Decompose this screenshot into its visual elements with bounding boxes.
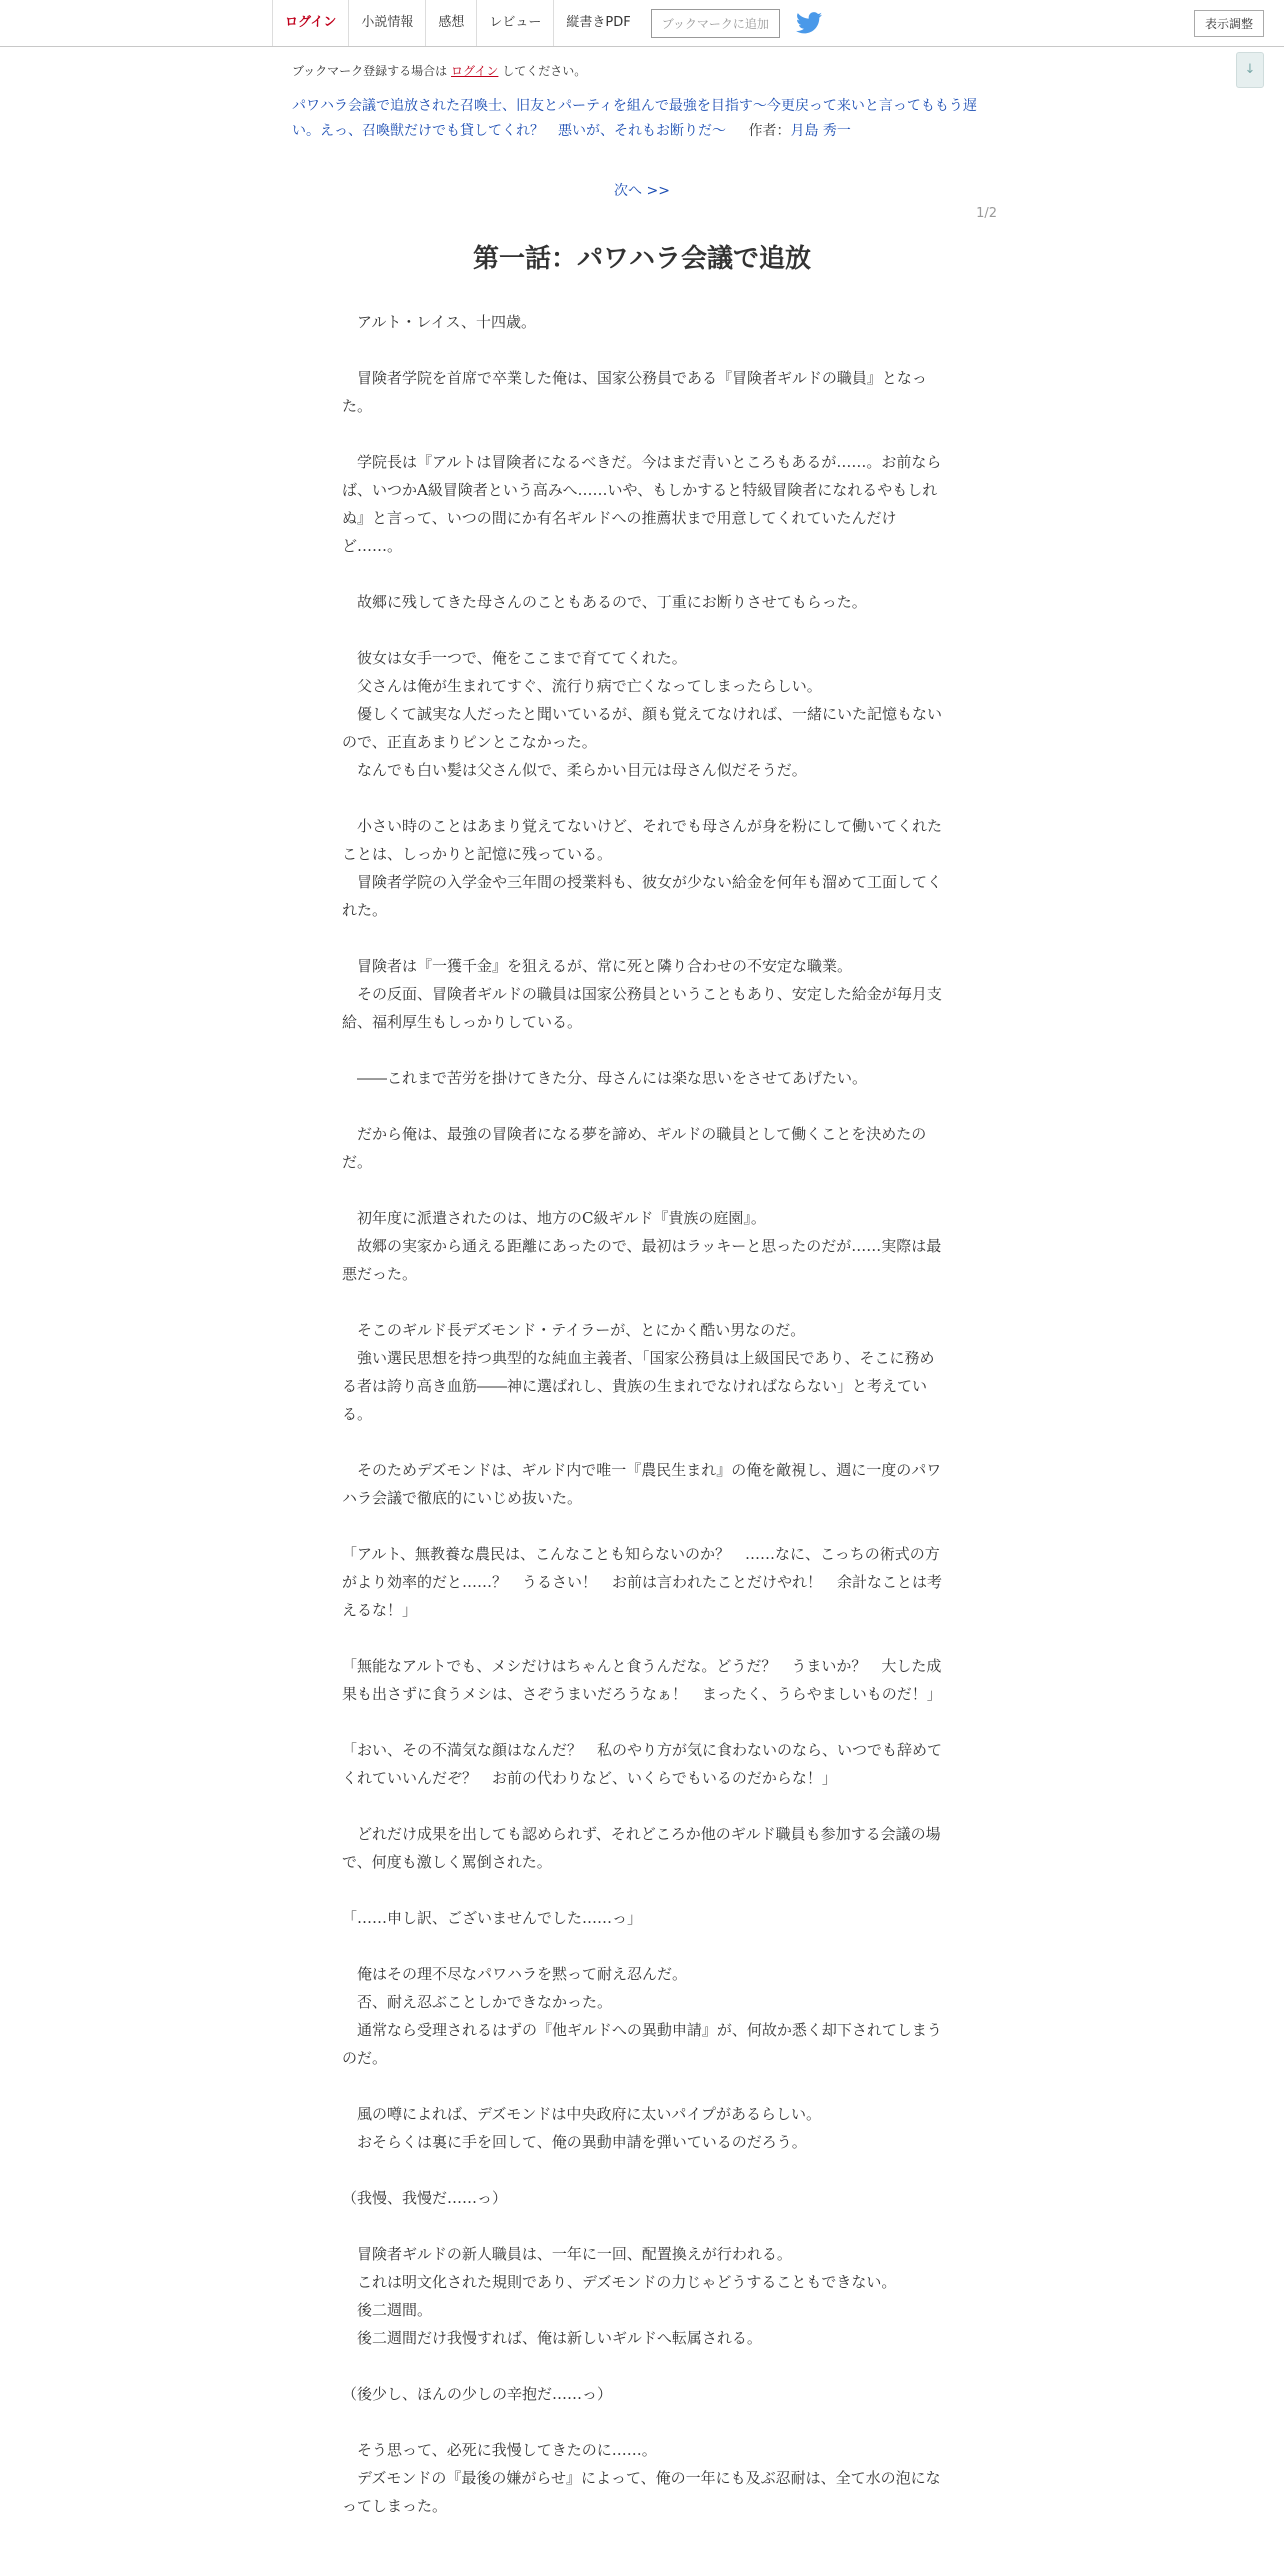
twitter-icon[interactable] — [796, 12, 822, 34]
body-paragraph: 俺はその理不尽なパワハラを黙って耐え忍んだ。 — [342, 1965, 688, 1983]
blank-line — [342, 1792, 942, 1820]
blank-line — [342, 420, 942, 448]
body-paragraph: これは明文化された規則であり、デズモンドの力じゃどうすることもできない。 — [342, 2273, 897, 2291]
blank-line — [342, 1624, 942, 1652]
nav-vertical-pdf[interactable]: 縦書きPDF — [553, 0, 642, 46]
blank-line — [342, 1036, 942, 1064]
body-paragraph: 後二週間だけ我慢すれば、俺は新しいギルドへ転属される。 — [342, 2329, 762, 2347]
body-paragraph: どれだけ成果を出しても認められず、それどころか他のギルド職員も参加する会議の場で、何度も激しく罵倒された。 — [342, 1825, 941, 1871]
body-paragraph: 小さい時のことはあまり覚えてないけど、それでも母さんが身を粉にして働いてくれたことは、しっかりと記憶に残っている。 — [342, 817, 943, 863]
body-paragraph: （我慢、我慢だ……っ） — [342, 2189, 508, 2207]
body-paragraph: 故郷の実家から通える距離にあったので、最初はラッキーと思ったのだが……実際は最悪だった。 — [342, 1237, 942, 1283]
body-paragraph: 「おい、その不満気な顔はなんだ？ 私のやり方が気に食わないのなら、いつでも辞めてくれていいんだぞ？ お前の代わりなど、いくらでもいるのだからな！」 — [342, 1741, 943, 1787]
blank-line — [342, 1176, 942, 1204]
blank-line — [342, 336, 942, 364]
body-paragraph: 優しくて誠実な人だったと聞いているが、顔も覚えてなければ、一緒にいた記憶もないので、正直あまりピンとこなかった。 — [342, 705, 943, 751]
body-paragraph: 風の噂によれば、デズモンドは中央政府に太いパイプがあるらしい。 — [342, 2105, 821, 2123]
nav-novel-info[interactable]: 小説情報 — [348, 0, 425, 46]
page-number: 1/2 — [976, 206, 997, 221]
notice-text-before: ブックマーク登録する場合は — [292, 64, 448, 78]
body-paragraph: アルト・レイス、十四歳。 — [342, 313, 536, 331]
blank-line — [342, 2212, 942, 2240]
body-paragraph: 冒険者は『一獲千金』を狙えるが、常に死と隣り合わせの不安定な職業。 — [342, 957, 853, 975]
notice-login-link[interactable]: ログイン — [451, 64, 499, 78]
next-page-nav — [0, 180, 1284, 200]
body-paragraph: 「無能なアルトでも、メシだけはちゃんと食うんだな。どうだ？ うまいか？ 大した成果も出さずに食うメシは、さぞうまいだろうなぁ！ まったく、うらやましいものだ！」 — [342, 1657, 942, 1703]
blank-line — [342, 1428, 942, 1456]
bookmark-login-notice — [292, 62, 586, 79]
body-paragraph: ――これまで苦労を掛けてきた分、母さんには楽な思いをさせてあげたい。 — [342, 1069, 868, 1087]
blank-line — [342, 1288, 942, 1316]
body-paragraph: 初年度に派遣されたのは、地方のC級ギルド『貴族の庭園』。 — [342, 1209, 766, 1227]
notice-text-after: してください。 — [502, 64, 587, 78]
top-nav — [272, 0, 822, 46]
novel-body — [342, 308, 942, 2520]
blank-line — [342, 560, 942, 588]
body-paragraph: （後少し、ほんの少しの辛抱だ……っ） — [342, 2385, 613, 2403]
next-page-link[interactable]: 次へ >> — [614, 183, 670, 199]
series-title-link[interactable]: パワハラ会議で追放された召喚士、旧友とパーティを組んで最強を目指す～今更戻って来いと言ってももう遅い。えっ、召喚獣だけでも貸してくれ？ 悪いが、それもお断りだ～ — [292, 98, 977, 139]
body-paragraph: 否、耐え忍ぶことしかできなかった。 — [342, 1993, 613, 2011]
body-paragraph: なんでも白い髪は父さん似で、柔らかい目元は母さん似だそうだ。 — [342, 761, 807, 779]
blank-line — [342, 1092, 942, 1120]
nav-impressions[interactable]: 感想 — [425, 0, 476, 46]
series-info — [292, 94, 992, 144]
body-paragraph: 冒険者学院を首席で卒業した俺は、国家公務員である『冒険者ギルドの職員』となった。 — [342, 369, 927, 415]
body-paragraph: 冒険者学院の入学金や三年間の授業料も、彼女が少ない給金を何年も溜めて工面してくれた。 — [342, 873, 943, 919]
body-paragraph: 後二週間。 — [342, 2301, 433, 2319]
blank-line — [342, 2072, 942, 2100]
blank-line — [342, 1708, 942, 1736]
body-paragraph: 冒険者ギルドの新人職員は、一年に一回、配置換えが行われる。 — [342, 2245, 792, 2263]
body-paragraph: おそらくは裏に手を回して、俺の異動申請を弾いているのだろう。 — [342, 2133, 807, 2151]
add-bookmark-button[interactable]: ブックマークに追加 — [651, 9, 780, 38]
blank-line — [342, 2156, 942, 2184]
blank-line — [342, 1512, 942, 1540]
nav-review[interactable]: レビュー — [476, 0, 553, 46]
author-label: 作者： — [748, 123, 791, 139]
top-header — [0, 0, 1284, 47]
body-paragraph: デズモンドの『最後の嫌がらせ』によって、俺の一年にも及ぶ忍耐は、全て水の泡になってしまった。 — [342, 2469, 941, 2515]
body-paragraph: 「……申し訳、ございませんでした……っ」 — [342, 1909, 643, 1927]
body-paragraph: 学院長は『アルトは冒険者になるべきだ。今はまだ青いところもあるが……。お前ならば、いつかA級冒険者という高みへ……いや、もしかすると特級冒険者になれるやもしれぬ』と言って、いつの間にか有名ギルドへの推薦状まで用意してくれていたんだけど……。 — [342, 453, 942, 555]
body-paragraph: そのためデズモンドは、ギルド内で唯一『農民生まれ』の俺を敵視し、週に一度のパワハラ会議で徹底的にいじめ抜いた。 — [342, 1461, 942, 1507]
scroll-down-tab[interactable]: ↓ — [1236, 52, 1264, 88]
body-paragraph: 通常なら受理されるはずの『他ギルドへの異動申請』が、何故か悉く却下されてしまうのだ。 — [342, 2021, 942, 2067]
body-paragraph: 強い選民思想を持つ典型的な純血主義者、「国家公務員は上級国民であり、そこに務める者は誇り高き血筋――神に選ばれし、貴族の生まれでなければならない」と考えている。 — [342, 1349, 935, 1423]
nav-login[interactable]: ログイン — [272, 0, 348, 46]
display-settings-button[interactable]: 表示調整 — [1194, 10, 1264, 37]
blank-line — [342, 1876, 942, 1904]
body-paragraph: そこのギルド長デズモンド・テイラーが、とにかく酷い男なのだ。 — [342, 1321, 806, 1339]
blank-line — [342, 1932, 942, 1960]
body-paragraph: その反面、冒険者ギルドの職員は国家公務員ということもあり、安定した給金が毎月支給、福利厚生もしっかりしている。 — [342, 985, 942, 1031]
blank-line — [342, 2352, 942, 2380]
blank-line — [342, 2408, 942, 2436]
body-paragraph: 「アルト、無教養な農民は、こんなことも知らないのか？ ……なに、こっちの術式の方がより効率的だと……？ うるさい！ お前は言われたことだけやれ！ 余計なことは考えるな！」 — [342, 1545, 943, 1619]
body-paragraph: 彼女は女手一つで、俺をここまで育ててくれた。 — [342, 649, 687, 667]
blank-line — [342, 924, 942, 952]
chapter-title: 第一話：パワハラ会議で追放 — [472, 244, 811, 274]
author-link[interactable]: 月島 秀一 — [790, 123, 851, 139]
blank-line — [342, 616, 942, 644]
body-paragraph: だから俺は、最強の冒険者になる夢を諦め、ギルドの職員として働くことを決めたのだ。 — [342, 1125, 927, 1171]
body-paragraph: そう思って、必死に我慢してきたのに……。 — [342, 2441, 657, 2459]
body-paragraph: 故郷に残してきた母さんのこともあるので、丁重にお断りさせてもらった。 — [342, 593, 867, 611]
blank-line — [342, 784, 942, 812]
body-paragraph: 父さんは俺が生まれてすぐ、流行り病で亡くなってしまったらしい。 — [342, 677, 822, 695]
